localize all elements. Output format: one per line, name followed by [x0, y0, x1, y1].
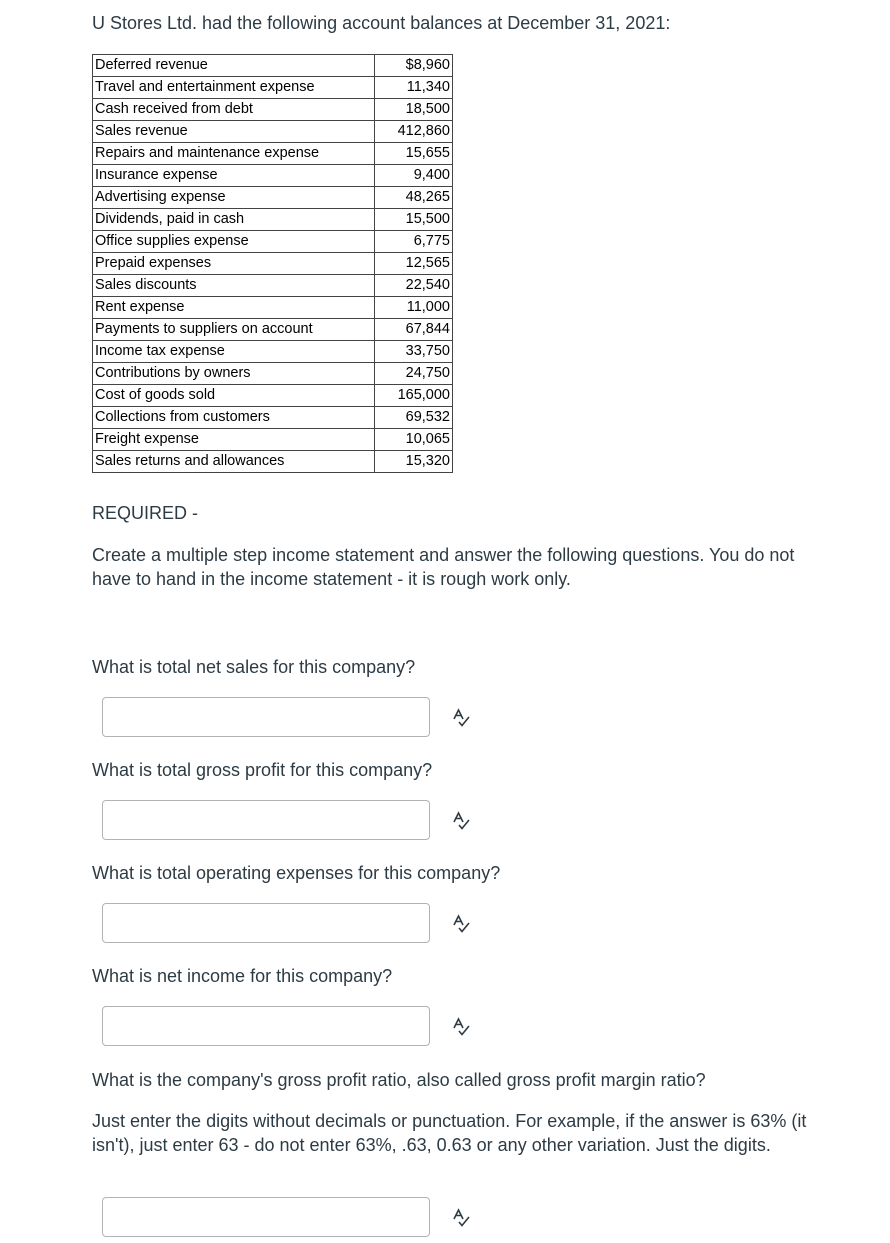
- answer-operating-expenses-box[interactable]: [102, 903, 430, 943]
- table-row: [93, 253, 453, 275]
- table-row: [93, 429, 453, 451]
- table-row: [93, 341, 453, 363]
- table-row: [93, 99, 453, 121]
- question-gross-profit-ratio: What is the company's gross profit ratio, also called gross profit margin ratio?: [92, 1070, 706, 1090]
- account-name: Rent expense: [93, 297, 375, 319]
- account-name: Dividends, paid in cash: [93, 209, 375, 231]
- table-row: [93, 187, 453, 209]
- account-amount: 11,340: [375, 77, 453, 99]
- answer-net-income-input[interactable]: [103, 1007, 429, 1045]
- table-row: [93, 77, 453, 99]
- account-name: Sales revenue: [93, 121, 375, 143]
- account-amount: 18,500: [375, 99, 453, 121]
- account-name: Income tax expense: [93, 341, 375, 363]
- spellcheck-icon[interactable]: [451, 1017, 471, 1037]
- intro-text: U Stores Ltd. had the following account balances at December 31, 2021:: [92, 13, 671, 33]
- account-amount: 22,540: [375, 275, 453, 297]
- account-amount: 12,565: [375, 253, 453, 275]
- account-name: Prepaid expenses: [93, 253, 375, 275]
- table-row: [93, 165, 453, 187]
- account-amount: $8,960: [375, 55, 453, 77]
- spellcheck-icon[interactable]: [451, 914, 471, 934]
- account-amount: 11,000: [375, 297, 453, 319]
- account-amount: 9,400: [375, 165, 453, 187]
- table-row: [93, 121, 453, 143]
- account-name: Payments to suppliers on account: [93, 319, 375, 341]
- account-amount: 24,750: [375, 363, 453, 385]
- table-row: [93, 143, 453, 165]
- table-row: [93, 363, 453, 385]
- answer-gross-profit-input[interactable]: [103, 801, 429, 839]
- account-name: Sales returns and allowances: [93, 451, 375, 473]
- spellcheck-icon[interactable]: [451, 811, 471, 831]
- account-name: Travel and entertainment expense: [93, 77, 375, 99]
- account-amount: 15,500: [375, 209, 453, 231]
- spellcheck-icon[interactable]: [451, 708, 471, 728]
- question-operating-expenses: What is total operating expenses for this company?: [92, 863, 501, 883]
- answer-net-income-box[interactable]: [102, 1006, 430, 1046]
- account-name: Office supplies expense: [93, 231, 375, 253]
- account-amount: 15,320: [375, 451, 453, 473]
- answer-operating-expenses-input[interactable]: [103, 904, 429, 942]
- required-heading: REQUIRED -: [92, 503, 199, 523]
- table-row: [93, 385, 453, 407]
- account-amount: 15,655: [375, 143, 453, 165]
- table-row: [93, 275, 453, 297]
- account-amount: 69,532: [375, 407, 453, 429]
- answer-gross-profit-box[interactable]: [102, 800, 430, 840]
- instructions-text: Create a multiple step income statement and answer the following questions. You do not have to hand in the income statement - it is rough work only.: [92, 545, 795, 589]
- account-name: Sales discounts: [93, 275, 375, 297]
- account-name: Deferred revenue: [93, 55, 375, 77]
- account-amount: 67,844: [375, 319, 453, 341]
- account-name: Contributions by owners: [93, 363, 375, 385]
- account-name: Advertising expense: [93, 187, 375, 209]
- account-amount: 10,065: [375, 429, 453, 451]
- question-net-sales: What is total net sales for this company?: [92, 657, 416, 677]
- account-name: Insurance expense: [93, 165, 375, 187]
- table-row: [93, 451, 453, 473]
- ratio-instructions: Just enter the digits without decimals or punctuation. For example, if the answer is 63% (it isn't), just enter 63 - do not enter 63%, .63, 0.63 or any other variation. Just the digits.: [92, 1111, 807, 1155]
- account-balances-table: [92, 54, 453, 473]
- account-name: Collections from customers: [93, 407, 375, 429]
- table-row: [93, 55, 453, 77]
- account-amount: 33,750: [375, 341, 453, 363]
- question-gross-profit: What is total gross profit for this company?: [92, 760, 433, 780]
- answer-gross-profit-ratio-input[interactable]: [103, 1198, 429, 1236]
- account-amount: 165,000: [375, 385, 453, 407]
- account-name: Cash received from debt: [93, 99, 375, 121]
- account-amount: 412,860: [375, 121, 453, 143]
- answer-net-sales-input[interactable]: [103, 698, 429, 736]
- question-net-income: What is net income for this company?: [92, 966, 393, 986]
- table-row: [93, 231, 453, 253]
- account-amount: 6,775: [375, 231, 453, 253]
- answer-gross-profit-ratio-box[interactable]: [102, 1197, 430, 1237]
- table-row: [93, 319, 453, 341]
- account-name: Cost of goods sold: [93, 385, 375, 407]
- table-row: [93, 209, 453, 231]
- account-name: Freight expense: [93, 429, 375, 451]
- account-name: Repairs and maintenance expense: [93, 143, 375, 165]
- spellcheck-icon[interactable]: [451, 1208, 471, 1228]
- account-amount: 48,265: [375, 187, 453, 209]
- table-row: [93, 407, 453, 429]
- answer-net-sales-box[interactable]: [102, 697, 430, 737]
- table-row: [93, 297, 453, 319]
